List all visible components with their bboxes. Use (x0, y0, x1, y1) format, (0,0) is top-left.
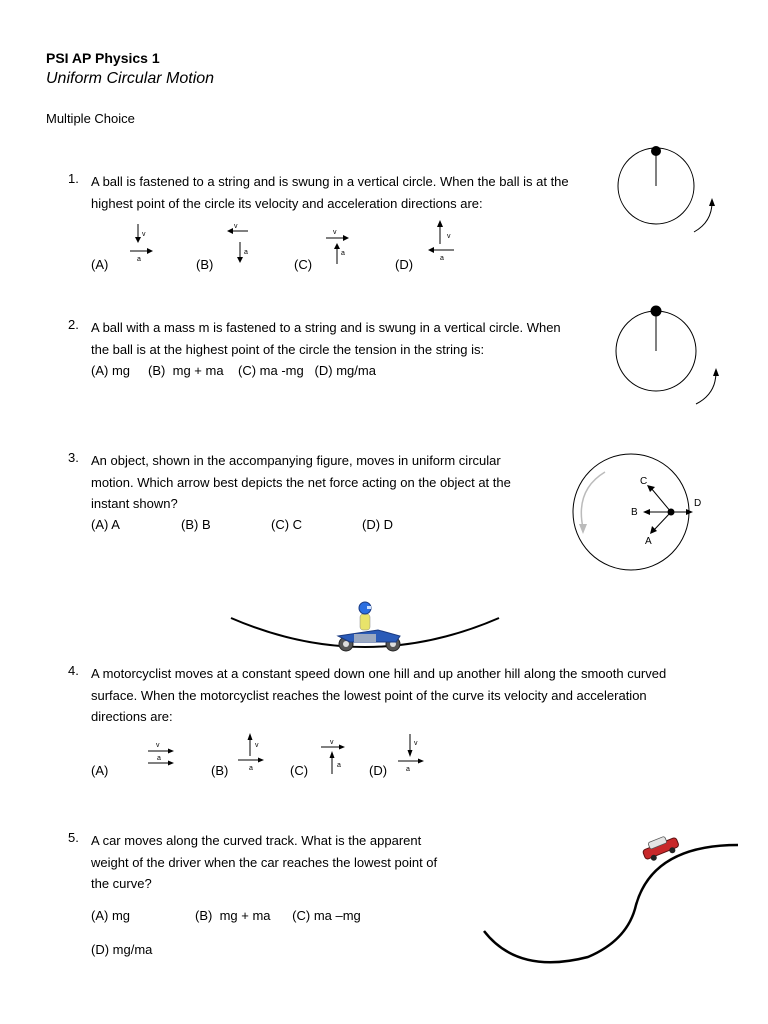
question-line: surface. When the motorcyclist reaches the lowest point of the curve its velocity and acceleration (91, 687, 647, 703)
question-number: 5. (68, 830, 79, 845)
acceleration-label: a (341, 250, 345, 257)
acceleration-label: a (440, 255, 444, 262)
option-a-vectors (130, 224, 152, 263)
question-number: 3. (68, 450, 79, 465)
question-text (91, 663, 666, 728)
question-line: the curve? (91, 876, 152, 891)
option-c-vectors (321, 739, 345, 774)
option-a-label: (A) (91, 257, 109, 272)
velocity-label: v (142, 231, 146, 238)
question-line: highest point of the circle its velocity and acceleration directions are: (91, 195, 483, 211)
option-b-label: (B) (196, 257, 214, 272)
question-text (91, 830, 437, 895)
option-b-label: (B) B (181, 517, 211, 532)
question-line: An object, shown in the accompanying figure, moves in uniform circular (91, 453, 501, 468)
question-line: directions are: (91, 709, 173, 724)
document-subtitle: Uniform Circular Motion (46, 70, 215, 87)
velocity-label: v (255, 742, 259, 749)
acceleration-label: a (406, 766, 410, 773)
arrow-label-a: A (645, 536, 652, 547)
velocity-label: v (234, 223, 238, 230)
arrow-label-c: C (640, 476, 648, 487)
document-title: PSI AP Physics 1 (46, 50, 160, 66)
option-a-vectors (148, 742, 174, 766)
option-c-label: (C) C (271, 517, 303, 532)
question-line: A ball with a mass m is fastened to a string and is swung in a vertical circle. When (91, 320, 561, 335)
option-d-label: (D) D (362, 517, 394, 532)
question-line: A ball is fastened to a string and is swung in a vertical circle. When the ball is at the (91, 174, 569, 189)
option-b-label: (B) (211, 763, 229, 778)
motorcycle-icon (338, 602, 400, 651)
option-d-label: (D) (369, 763, 388, 778)
acceleration-label: a (137, 256, 141, 263)
option-c-label: (C) (294, 257, 313, 272)
option-c-vectors (326, 229, 348, 264)
q1-vector-diagrams (120, 218, 420, 268)
question-text (91, 171, 569, 214)
q5-curved-track-figure (478, 835, 743, 975)
section-heading: Multiple Choice (46, 111, 135, 126)
car-icon (640, 835, 680, 864)
velocity-label: v (156, 742, 160, 749)
answer-options-line-2: (D) mg/ma (91, 942, 153, 957)
question-text (91, 450, 511, 515)
arrow-label-b: B (631, 507, 638, 518)
answer-options-line-1: (A) mg (B) mg + ma (C) ma –mg (91, 908, 361, 923)
question-number: 4. (68, 663, 79, 678)
question-number: 2. (68, 317, 79, 332)
option-d-vectors (398, 734, 424, 773)
question-number: 1. (68, 171, 79, 186)
option-a-label: (A) (91, 763, 109, 778)
question-line: A motorcyclist moves at a constant speed down one hill and up another hill along the smooth curved (91, 666, 667, 681)
option-a-label: (A) A (91, 517, 120, 532)
question-line: A car moves along the curved track. What is the apparent (91, 833, 422, 848)
question-text (91, 317, 561, 382)
q2-vertical-circle-figure (610, 300, 725, 410)
velocity-label: v (414, 740, 418, 747)
option-d-label: (D) (395, 257, 414, 272)
velocity-label: v (330, 739, 334, 746)
question-line: weight of the driver when the car reaches the lowest point of (91, 854, 438, 870)
acceleration-label: a (157, 755, 161, 762)
motorcycle-valley-figure (228, 596, 503, 656)
question-line: instant shown? (91, 496, 178, 511)
q3-circular-motion-figure (565, 450, 715, 575)
q1-option-d-diagram (420, 218, 460, 268)
acceleration-label: a (337, 762, 341, 769)
question-line: the ball is at the highest point of the circle the tension in the string is: (91, 341, 485, 357)
acceleration-label: a (249, 765, 253, 772)
answer-options: (A) mg (B) mg + ma (C) ma -mg (D) mg/ma (91, 363, 376, 378)
q4-vector-diagrams (140, 730, 430, 780)
velocity-label: v (333, 229, 337, 236)
question-line: motion. Which arrow best depicts the net force acting on the object at the (91, 474, 511, 490)
option-b-vectors (228, 223, 248, 262)
option-b-vectors (238, 733, 264, 772)
acceleration-label: a (244, 249, 248, 256)
velocity-label: v (447, 233, 451, 240)
q1-vertical-circle-figure (612, 140, 722, 240)
option-c-label: (C) (290, 763, 309, 778)
arrow-label-d: D (694, 498, 702, 509)
